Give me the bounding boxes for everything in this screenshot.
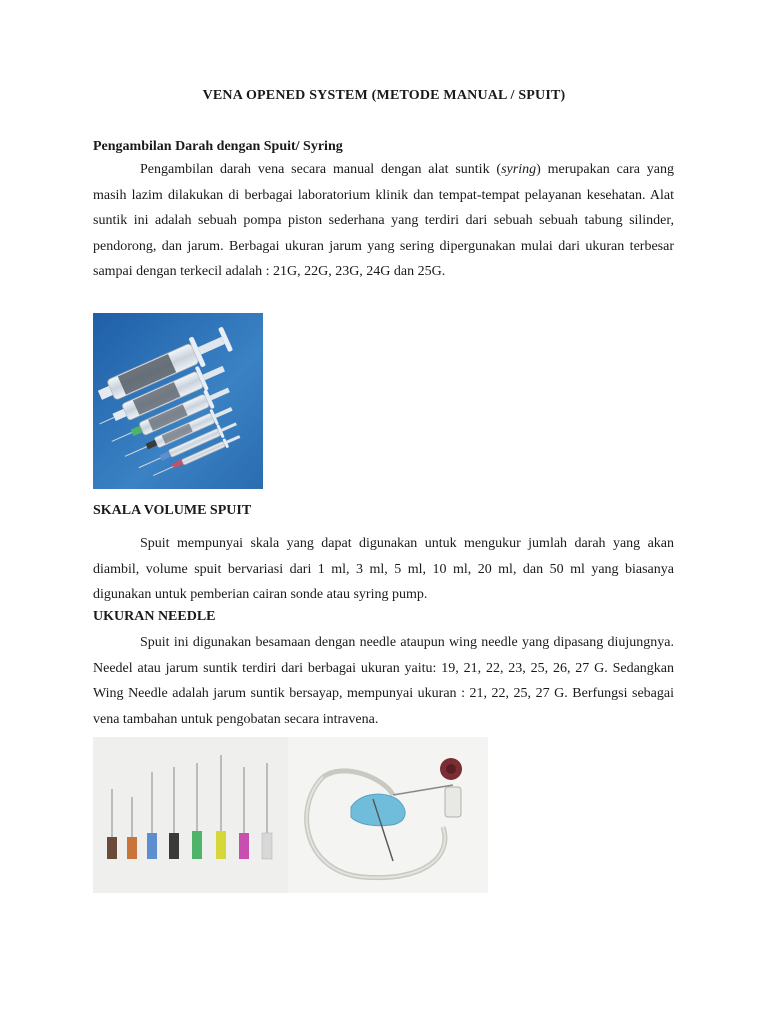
paragraph-needle bbox=[93, 630, 674, 732]
needle-set-illustration bbox=[93, 737, 288, 893]
section-heading-needle: UKURAN NEEDLE bbox=[93, 609, 216, 624]
syringes-photo bbox=[93, 313, 263, 489]
section-heading-skala: SKALA VOLUME SPUIT bbox=[93, 503, 252, 518]
page-title: VENA OPENED SYSTEM (METODE MANUAL / SPUIT) bbox=[202, 88, 566, 103]
needles-photo bbox=[93, 737, 488, 893]
paragraph-text: Spuit mempunyai skala yang dapat digunakan untuk mengukur jumlah darah yang akan diambil, volume spuit bervariasi dari 1 ml, 3 ml, 5 ml, 10 ml, 20 ml, dan 50 ml yang biasanya digunakan untuk pemberian cairan sonde atau syring pump. bbox=[93, 536, 674, 602]
paragraph-text: Spuit ini digunakan besamaan dengan needle ataupun wing needle yang dipasang diujungnya. Needel atau jarum suntik terdiri dari berbagai ukuran yaitu: 19, 21, 22, 23, 25, 26, 27 G. Sedangkan Wing Needle adalah jarum suntik bersayap, mempunyai ukuran : 21, 22, 25, 27 G. Berfungsi sebagai vena tambahan untuk pengobatan secara intravena. bbox=[93, 635, 674, 727]
italic-term: syring bbox=[501, 162, 537, 177]
paragraph-text: ) merupakan cara yang masih lazim dilakukan di berbagai laboratorium klinik dan tempat-tempat pelayanan kesehatan. Alat suntik ini adalah sebuah pompa piston sederhana yang terdiri dari sebuah sebuah tabung silinder, pendorong, dan jarum. Berbagai ukuran jarum yang sering dipergunakan mulai dari ukuran terbesar sampai dengan terkecil adalah : 21G, 22G, 23G, 24G dan 25G. bbox=[93, 162, 675, 279]
paragraph-pengambilan bbox=[93, 157, 674, 285]
paragraph-text: Pengambilan darah vena secara manual dengan alat suntik ( bbox=[140, 162, 502, 177]
paragraph-skala bbox=[93, 531, 674, 608]
section-heading-pengambilan: Pengambilan Darah dengan Spuit/ Syring bbox=[93, 139, 343, 154]
